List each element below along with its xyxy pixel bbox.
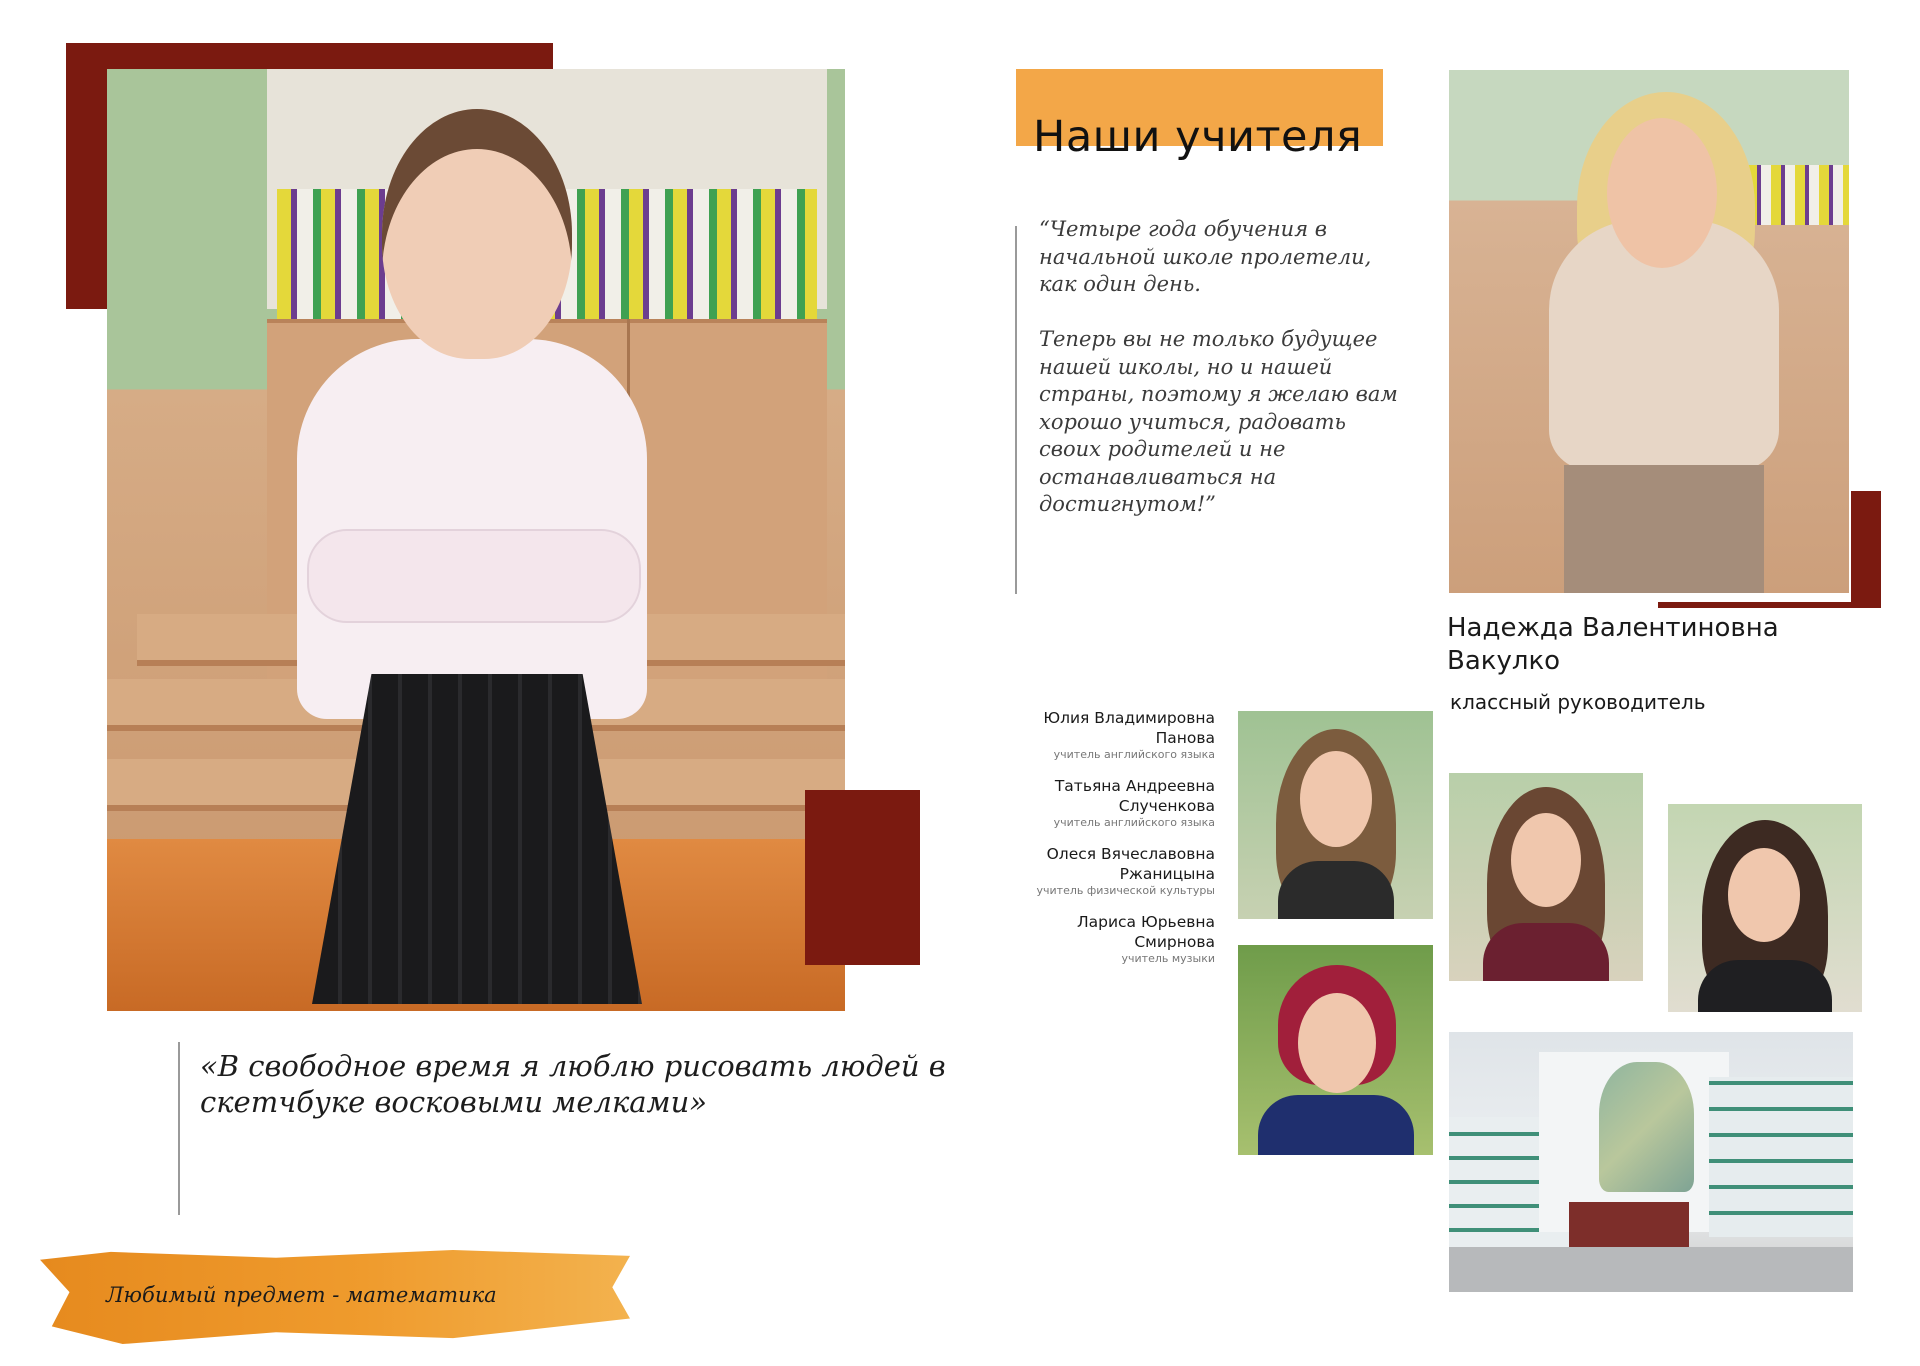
staff-surname: Смирнова — [1134, 933, 1215, 951]
decorative-red-block — [805, 790, 920, 965]
quote-divider — [178, 1042, 180, 1215]
staff-item — [960, 776, 1215, 830]
class-teacher-name: Надежда Валентиновна Вакулко — [1447, 613, 1779, 676]
staff-role: учитель музыки — [1121, 952, 1215, 965]
staff-name: Татьяна Андреевна — [1054, 777, 1215, 795]
class-teacher-role: классный руководитель — [1450, 690, 1706, 714]
staff-photo — [1238, 711, 1433, 919]
student-photo — [107, 69, 845, 1011]
favorite-subject: Любимый предмет - математика — [106, 1283, 497, 1307]
staff-photo — [1238, 945, 1433, 1155]
staff-item — [960, 708, 1215, 762]
staff-name: Олеся Вячеславовна — [1046, 845, 1215, 863]
staff-role: учитель английского языка — [1053, 748, 1215, 761]
staff-item — [960, 912, 1215, 966]
staff-photo — [1449, 773, 1643, 981]
staff-name: Лариса Юрьевна — [1076, 913, 1215, 931]
class-teacher-photo — [1449, 70, 1849, 593]
student-quote: «В свободное время я люблю рисовать людей в скетчбуке восковыми мелками» — [200, 1049, 946, 1119]
page-title: Наши учителя — [1033, 112, 1363, 162]
staff-item — [960, 844, 1215, 898]
staff-surname: Слученкова — [1118, 797, 1215, 815]
staff-photo — [1668, 804, 1862, 1012]
staff-surname: Ржаницына — [1119, 865, 1215, 883]
teacher-quote: “Четыре года обучения в начальной школе пролетели, как один день. Теперь вы не только будущее нашей школы, но и нашей страны, поэтому я желаю вам хорошо учиться, радовать своих родителей и не останавливаться на достигнутом!” — [1039, 217, 1398, 516]
staff-surname: Панова — [1155, 729, 1215, 747]
staff-name: Юлия Владимировна — [1043, 709, 1215, 727]
staff-role: учитель английского языка — [1053, 816, 1215, 829]
school-building-photo — [1449, 1032, 1853, 1292]
quote-divider — [1015, 226, 1017, 594]
staff-list — [960, 708, 1215, 980]
staff-role: учитель физической культуры — [1036, 884, 1215, 897]
